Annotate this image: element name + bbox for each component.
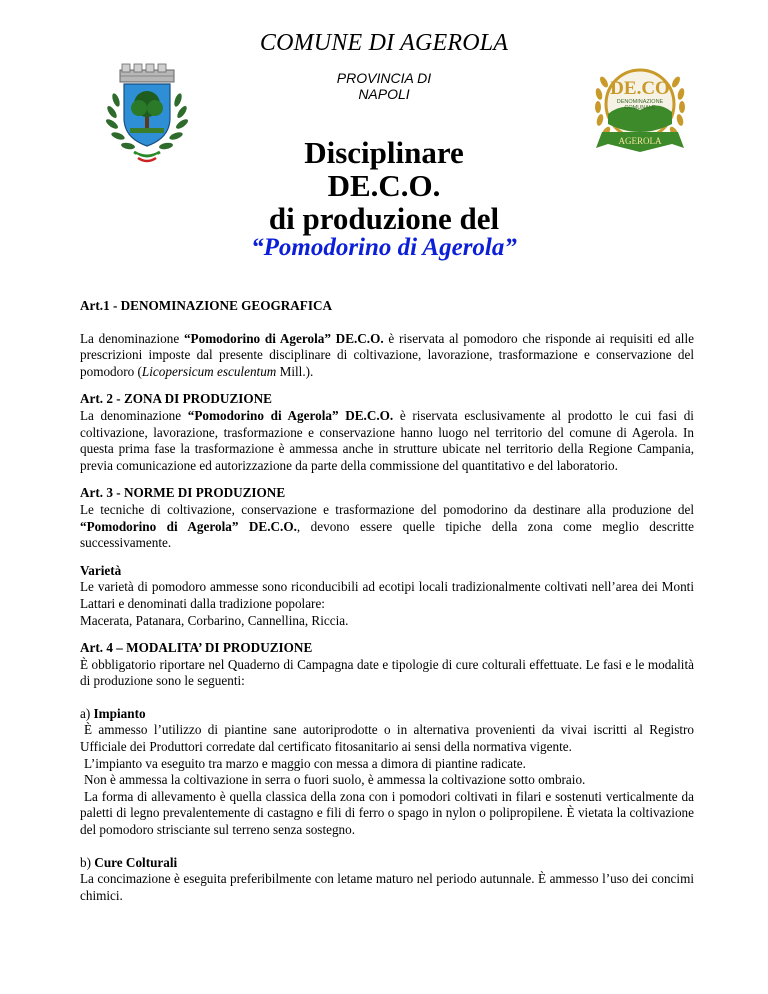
text-span: b) [80,854,95,870]
impianto-paragraph-3: Non è ammessa la coltivazione in serra o fuori suolo, è ammessa la coltivazione sotto ombraio. [84,772,586,788]
deco-logo-sub2: COMUNALE [624,105,656,111]
italic-span: Licopersicum esculentum [141,363,277,379]
text-span: , devono essere quelle tipiche della zona come meglio descritte successivamente. [80,518,694,551]
article-2-text [80,408,694,474]
article-1 [80,298,694,380]
bold-span: Cure Colturali [94,854,178,870]
deco-logo-text: DE.CO [610,78,670,99]
deco-ribbon-text: AGEROLA [618,136,662,146]
document-title [0,136,768,235]
article-4 [80,640,694,690]
title-line-2: DE.C.O. [327,168,441,203]
text-span: è riservata al pomodoro che risponde ai requisiti ed alle prescrizioni imposte dal presente disciplinare di coltivazione, lavorazione, trasformazione e conservazione del pomodoro ( [80,330,694,379]
article-3 [80,485,694,551]
article-1-heading: Art.1 - DENOMINAZIONE GEOGRAFICA [80,298,333,313]
article-4-text: È obbligatorio riportare nel Quaderno di Campagna date e tipologie di cure colturali effettuate. Le fasi e le modalità di produzione sono le seguenti: [80,656,694,689]
provincia-line-1: PROVINCIA DI [336,70,432,86]
impianto-paragraph-1: È ammesso l’utilizzo di piantine sane autoriprodotte o in alternativa provenienti da vivai iscritti al Registro Ufficiale dei Produttori corredate dal certificato fitosanitario ai sensi della normativa vigente. [80,722,694,755]
bold-span: “Pomodorino di Agerola” DE.C.O. [183,330,384,346]
text-span: La denominazione [80,330,184,346]
impianto-heading [80,706,694,723]
article-4-heading: Art. 4 – MODALITA’ DI PRODUZIONE [80,640,313,656]
varieta-heading: Varietà [80,562,122,578]
deco-logo-sub1: DENOMINAZIONE [616,99,664,105]
title-line-1: Disciplinare [304,135,464,170]
bold-span: “Pomodorino di Agerola” DE.C.O. [80,518,297,534]
section-cure-colturali [80,855,694,905]
section-impianto [80,706,694,839]
impianto-paragraph-2: L’impianto va eseguito tra marzo e maggio con messa a dimora di piantine radicate. [84,755,526,771]
article-2-heading: Art. 2 - ZONA DI PRODUZIONE [80,391,272,407]
text-span: è riservata esclusivamente al prodotto le cui fasi di coltivazione, lavorazione, trasformazione e conservazione hanno luogo nel territorio del comune di Agerola. In questa prima fase la trasformazione è ammessa anche in strutture ubicate nel territorio della Regione Campania, previa comunicazione ed autorizzazione da parte della commissione del quantitativo e del laboratorio. [80,407,694,473]
article-3-heading: Art. 3 - NORME DI PRODUZIONE [80,485,286,501]
varieta-text: Le varietà di pomodoro ammesse sono riconducibili ad ecotipi locali tradizionalmente coltivati nell’area dei Monti Lattari e denominati dalla tradizione popolare: [80,579,694,611]
bold-span: Impianto [93,705,146,721]
section-varieta [80,563,694,629]
impianto-paragraph-4: La forma di allevamento è quella classica della zona con i pomodori coltivati in filari e sostenuti verticalmente da paletti di legno prevalentemente di castagno e fili di ferro o spago in nylon o polipropilene. È vietata la coltivazione del pomodoro strisciante sul terreno senza sostegno. [80,788,694,838]
provincia-line-2: NAPOLI [358,86,410,102]
article-1-text [80,331,694,381]
text-span: La denominazione [80,407,188,423]
bold-span: “Pomodorino di Agerola” DE.C.O. [187,407,394,423]
text-span: Le tecniche di coltivazione, conservazione e trasformazione del pomodorino da destinare alla produzione del [80,501,694,517]
comune-title: COMUNE DI AGEROLA [259,30,509,56]
title-line-3: di produzione del [268,201,500,236]
article-2 [80,391,694,474]
document-body [80,298,694,915]
text-span: Mill.). [276,363,314,379]
cure-paragraph-1: La concimazione è eseguita preferibilmente con letame maturo nel periodo autunnale. È ammesso l’uso dei concimi chimici. [80,871,694,903]
article-3-text [80,502,694,552]
varieta-list: Macerata, Patanara, Corbarino, Cannellina, Riccia. [80,612,349,628]
cure-heading [80,855,694,872]
text-span: a) [80,705,94,721]
document-subtitle: “Pomodorino di Agerola” [251,234,517,261]
